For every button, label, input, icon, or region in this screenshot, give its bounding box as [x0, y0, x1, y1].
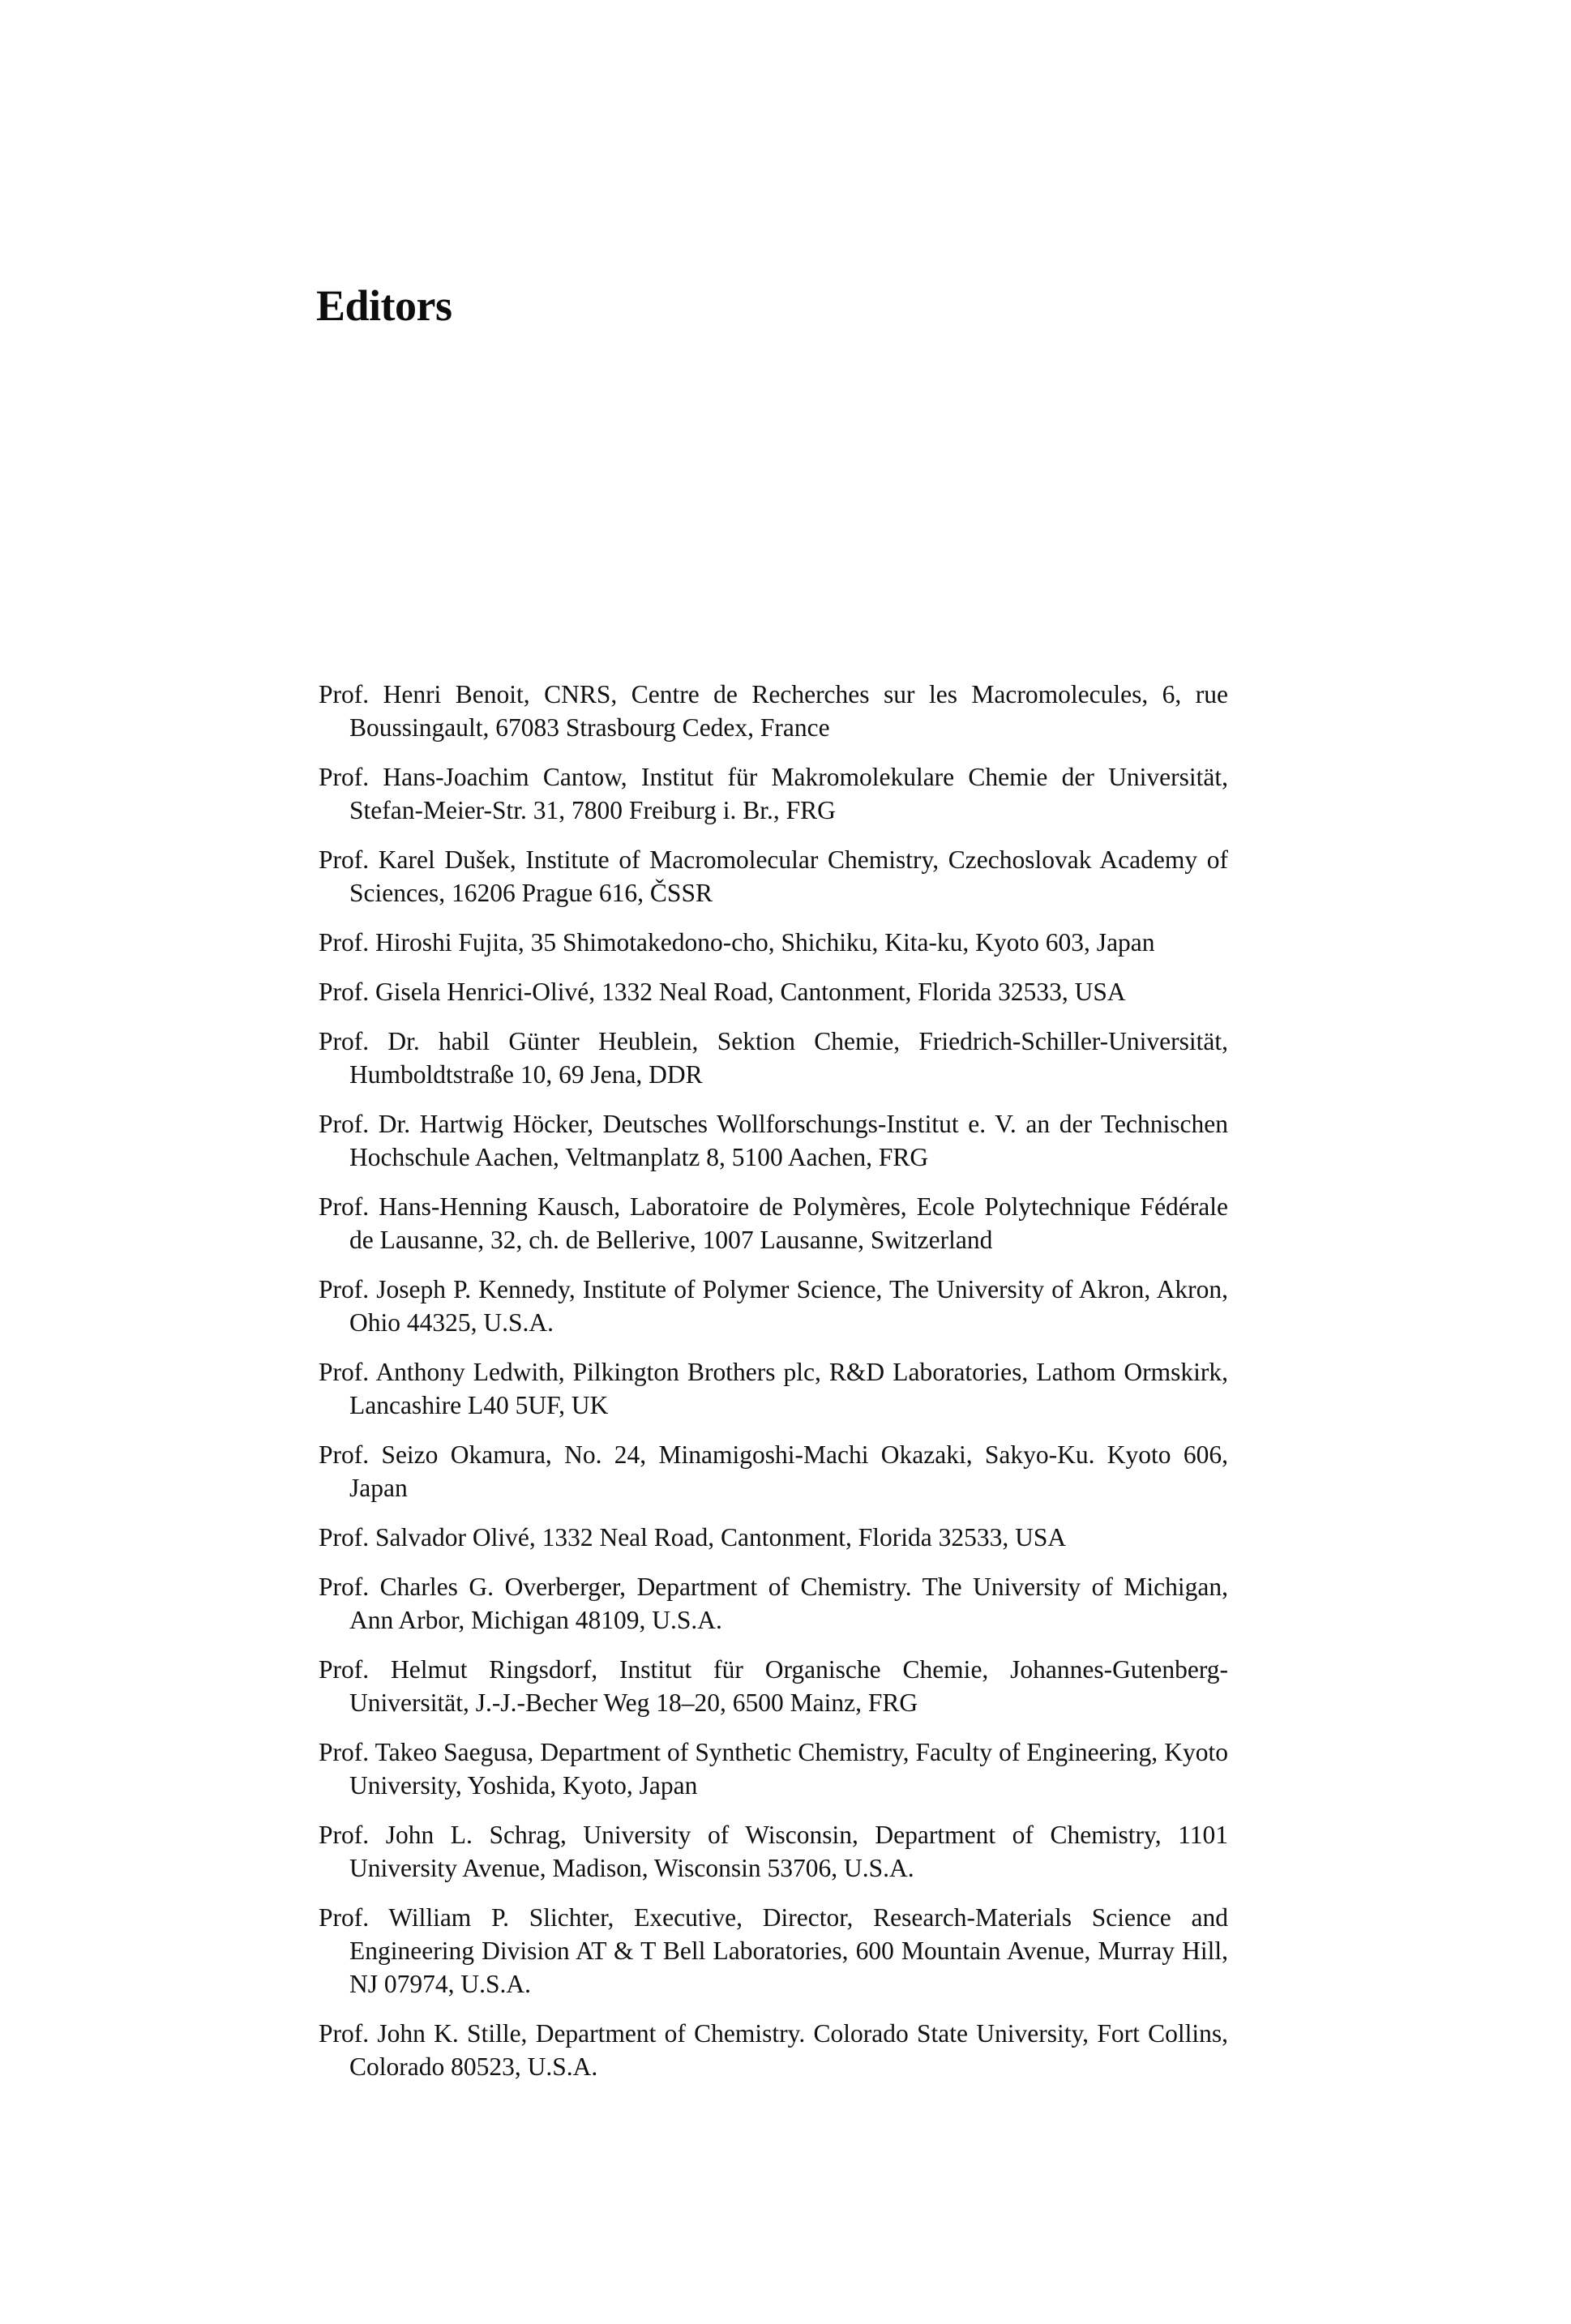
editor-entry: Prof. Salvador Olivé, 1332 Neal Road, Cantonment, Florida 32533, USA — [319, 1523, 1067, 1551]
editor-entry: Prof. Helmut Ringsdorf, Institut für Organische Chemie, Johannes-Gutenberg-Universität, J.-J.-Becher Weg 18–20, 6500 Mainz, FRG — [319, 1655, 1228, 1717]
editor-entry: Prof. Gisela Henrici-Olivé, 1332 Neal Road, Cantonment, Florida 32533, USA — [319, 978, 1126, 1006]
editor-entry: Prof. Hans-Joachim Cantow, Institut für Makromolekulare Chemie der Universität, Stefan-Meier-Str. 31, 7800 Freiburg i. Br., FRG — [319, 763, 1228, 824]
editor-entry: Prof. Takeo Saegusa, Department of Synthetic Chemistry, Faculty of Engineering, Kyoto University, Yoshida, Kyoto, Japan — [319, 1738, 1228, 1800]
editor-entry: Prof. Anthony Ledwith, Pilkington Brothers plc, R&D Laboratories, Lathom Ormskirk, Lancashire L40 5UF, UK — [319, 1358, 1228, 1419]
editor-entry: Prof. Seizo Okamura, No. 24, Minamigoshi-Machi Okazaki, Sakyo-Ku. Kyoto 606, Japan — [319, 1440, 1228, 1502]
editor-list — [319, 678, 1228, 2083]
editor-entry: Prof. Joseph P. Kennedy, Institute of Polymer Science, The University of Akron, Akron, Ohio 44325, U.S.A. — [319, 1275, 1228, 1337]
editor-entry: Prof. Karel Dušek, Institute of Macromolecular Chemistry, Czechoslovak Academy of Sciences, 16206 Prague 616, ČSSR — [319, 845, 1228, 907]
editor-entry: Prof. Dr. Hartwig Höcker, Deutsches Wollforschungs-Institut e. V. an der Technischen Hochschule Aachen, Veltmanplatz 8, 5100 Aachen, FRG — [319, 1110, 1228, 1171]
editor-entry: Prof. Charles G. Overberger, Department of Chemistry. The University of Michigan, Ann Arbor, Michigan 48109, U.S.A. — [319, 1573, 1228, 1634]
editor-entry: Prof. John K. Stille, Department of Chemistry. Colorado State University, Fort Collins, Colorado 80523, U.S.A. — [319, 2019, 1228, 2081]
editor-entry: Prof. John L. Schrag, University of Wisconsin, Department of Chemistry, 1101 University Avenue, Madison, Wisconsin 53706, U.S.A. — [319, 1821, 1228, 1882]
editor-entry: Prof. Dr. habil Günter Heublein, Sektion Chemie, Friedrich-Schiller-Universität, Humboldtstraße 10, 69 Jena, DDR — [319, 1027, 1228, 1089]
page-title: Editors — [316, 281, 452, 330]
editor-entry: Prof. Henri Benoit, CNRS, Centre de Recherches sur les Macromolecules, 6, rue Boussingault, 67083 Strasbourg Cedex, France — [319, 680, 1228, 742]
editor-entry: Prof. Hiroshi Fujita, 35 Shimotakedono-cho, Shichiku, Kita-ku, Kyoto 603, Japan — [319, 928, 1155, 957]
editor-entry: Prof. William P. Slichter, Executive, Director, Research-Materials Science and Engineering Division AT & T Bell Laboratories, 600 Mountain Avenue, Murray Hill, NJ 07974, U.S.A. — [319, 1903, 1228, 1998]
editor-entry: Prof. Hans-Henning Kausch, Laboratoire de Polymères, Ecole Polytechnique Fédérale de Lausanne, 32, ch. de Bellerive, 1007 Lausanne, Switzerland — [319, 1192, 1228, 1254]
